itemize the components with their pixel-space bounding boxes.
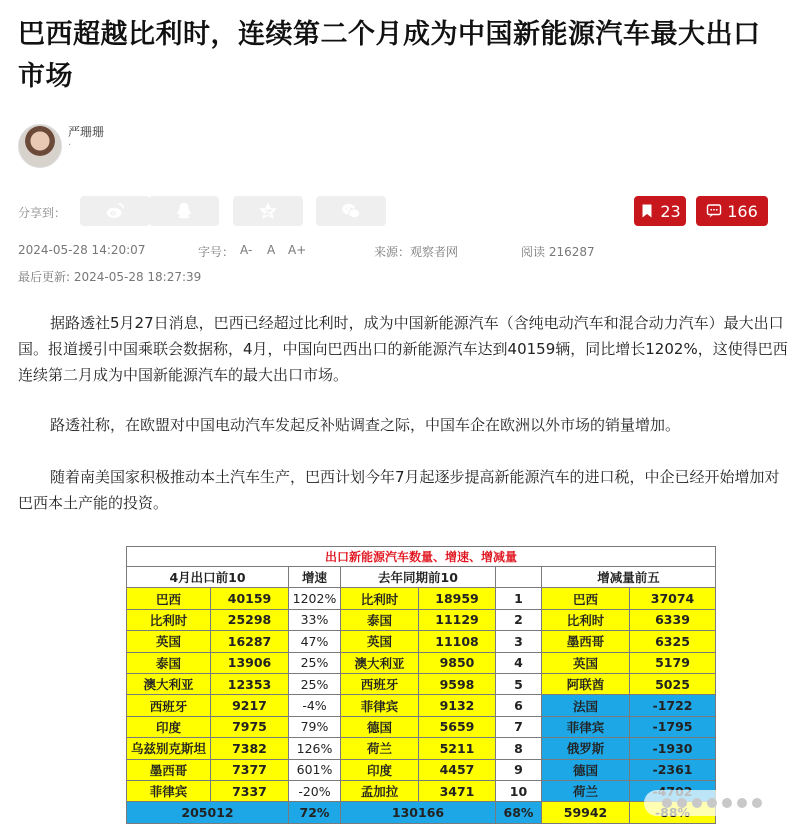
volume-april: 25298 (211, 609, 289, 630)
share-weibo-button[interactable] (80, 196, 150, 226)
header-april-top10: 4月出口前10 (127, 567, 289, 588)
qq-icon (173, 200, 195, 222)
country-last-year: 泰国 (341, 609, 419, 630)
country-last-year: 孟加拉 (341, 780, 419, 801)
share-qzone-button[interactable] (233, 196, 303, 226)
header-growth: 增速 (289, 567, 341, 588)
paragraph-3: 随着南美国家积极推动本土汽车生产，巴西计划今年7月起逐步提高新能源汽车的进口税，中企已经开始增加对巴西本土产能的投资。 (18, 468, 780, 512)
rank-number: 7 (496, 716, 542, 737)
volume-last-year: 9850 (419, 652, 496, 673)
volume-last-year: 5659 (419, 716, 496, 737)
country-change: 英国 (542, 652, 630, 673)
qzone-star-icon (257, 200, 279, 222)
watermark-dot-icon (677, 798, 687, 808)
table-header-row (127, 567, 716, 588)
font-size-label: 字号： (198, 245, 235, 259)
country-change: 巴西 (542, 588, 630, 609)
total-last-year-growth: 68% (496, 802, 542, 823)
publish-time: 2024-05-28 14:20:07 (18, 243, 146, 257)
volume-april: 7975 (211, 716, 289, 737)
country-april: 英国 (127, 631, 211, 652)
volume-april: 7377 (211, 759, 289, 780)
volume-change: 6325 (630, 631, 716, 652)
volume-april: 9217 (211, 695, 289, 716)
author-subtitle: · (68, 140, 72, 151)
volume-april: 7337 (211, 780, 289, 801)
volume-last-year: 9132 (419, 695, 496, 716)
country-last-year: 澳大利亚 (341, 652, 419, 673)
country-change: 墨西哥 (542, 631, 630, 652)
rank-number: 6 (496, 695, 542, 716)
watermark-dot-icon (662, 798, 672, 808)
table-row (127, 609, 716, 630)
font-large-button[interactable]: A+ (288, 243, 307, 257)
growth-rate: 1202% (289, 588, 341, 609)
volume-last-year: 4457 (419, 759, 496, 780)
export-data-image (126, 546, 715, 818)
comment-count: 166 (727, 201, 758, 221)
header-rank (496, 567, 542, 588)
country-april: 西班牙 (127, 695, 211, 716)
table-total-row (127, 802, 716, 823)
table-row (127, 652, 716, 673)
volume-april: 16287 (211, 631, 289, 652)
rank-number: 9 (496, 759, 542, 780)
volume-last-year: 5211 (419, 738, 496, 759)
rank-number: 4 (496, 652, 542, 673)
volume-april: 12353 (211, 673, 289, 694)
font-normal-button[interactable]: A (267, 243, 276, 257)
watermark-dot-icon (692, 798, 702, 808)
growth-rate: 33% (289, 609, 341, 630)
bookmark-count: 23 (660, 201, 681, 221)
author-meta (68, 124, 104, 152)
country-last-year: 印度 (341, 759, 419, 780)
paragraph-2: 路透社称，在欧盟对中国电动汽车发起反补贴调查之际，中国车企在欧洲以外市场的销量增加。 (50, 416, 681, 434)
country-change: 比利时 (542, 609, 630, 630)
article-source: 来源：观察者网 (374, 245, 459, 259)
volume-change: 5179 (630, 652, 716, 673)
rank-number: 3 (496, 631, 542, 652)
country-change: 法国 (542, 695, 630, 716)
table-row (127, 738, 716, 759)
country-change: 菲律宾 (542, 716, 630, 737)
watermark-dot-icon (737, 798, 747, 808)
country-change: 德国 (542, 759, 630, 780)
volume-change: -1795 (630, 716, 716, 737)
country-april: 澳大利亚 (127, 673, 211, 694)
growth-rate: 79% (289, 716, 341, 737)
country-last-year: 德国 (341, 716, 419, 737)
share-qq-button[interactable] (149, 196, 219, 226)
header-last-year-top10: 去年同期前10 (341, 567, 496, 588)
table-row (127, 588, 716, 609)
country-april: 菲律宾 (127, 780, 211, 801)
country-last-year: 英国 (341, 631, 419, 652)
volume-change: -1722 (630, 695, 716, 716)
rank-number: 2 (496, 609, 542, 630)
country-change: 俄罗斯 (542, 738, 630, 759)
image-watermark (644, 790, 780, 816)
total-change: 59942 (542, 802, 630, 823)
country-april: 乌兹别克斯坦 (127, 738, 211, 759)
paragraph-1: 据路透社5月27日消息，巴西已经超过比利时，成为中国新能源汽车（含纯电动汽车和混合动力汽车）最大出口国。报道援引中国乘联会数据称，4月，中国向巴西出口的新能源汽车达到40159辆，同比增长1202%，这使得巴西连续第二月成为中国新能源汽车的最大出口市场。 (18, 314, 788, 384)
table-row (127, 716, 716, 737)
volume-last-year: 11129 (419, 609, 496, 630)
watermark-dot-icon (707, 798, 717, 808)
volume-change: 6339 (630, 609, 716, 630)
watermark-dot-icon (752, 798, 762, 808)
growth-rate: 25% (289, 673, 341, 694)
volume-change: 37074 (630, 588, 716, 609)
country-last-year: 菲律宾 (341, 695, 419, 716)
volume-change: 5025 (630, 673, 716, 694)
total-april-growth: 72% (289, 802, 341, 823)
table-row (127, 759, 716, 780)
share-bar (18, 196, 778, 228)
table-row (127, 695, 716, 716)
rank-number: 5 (496, 673, 542, 694)
table-row (127, 631, 716, 652)
growth-rate: 126% (289, 738, 341, 759)
country-april: 泰国 (127, 652, 211, 673)
volume-change: -2361 (630, 759, 716, 780)
country-change: 阿联酋 (542, 673, 630, 694)
table-row (127, 673, 716, 694)
watermark-dot-icon (722, 798, 732, 808)
country-last-year: 荷兰 (341, 738, 419, 759)
growth-rate: -4% (289, 695, 341, 716)
volume-april: 7382 (211, 738, 289, 759)
wechat-icon (340, 200, 362, 222)
rank-number: 10 (496, 780, 542, 801)
table-row (127, 780, 716, 801)
comment-button[interactable] (696, 196, 768, 226)
author-avatar[interactable] (18, 124, 62, 168)
country-change: 荷兰 (542, 780, 630, 801)
country-april: 比利时 (127, 609, 211, 630)
bookmark-button[interactable] (634, 196, 686, 226)
bookmark-icon (639, 203, 655, 219)
volume-last-year: 3471 (419, 780, 496, 801)
volume-last-year: 18959 (419, 588, 496, 609)
weibo-icon (104, 200, 126, 222)
article-title: 巴西超越比利时，连续第二个月成为中国新能源汽车最大出口市场 (18, 19, 761, 92)
growth-rate: 601% (289, 759, 341, 780)
header-change-top5: 增减量前五 (542, 567, 716, 588)
country-april: 巴西 (127, 588, 211, 609)
country-last-year: 西班牙 (341, 673, 419, 694)
volume-last-year: 9598 (419, 673, 496, 694)
growth-rate: 25% (289, 652, 341, 673)
share-label: 分享到： (18, 206, 67, 220)
volume-april: 40159 (211, 588, 289, 609)
font-small-button[interactable]: A- (240, 243, 253, 257)
author-name[interactable]: 严珊珊 (68, 125, 105, 139)
table-body (127, 588, 716, 802)
volume-last-year: 11108 (419, 631, 496, 652)
export-table (126, 546, 716, 824)
read-count: 阅读 216287 (521, 245, 595, 259)
total-april: 205012 (127, 802, 289, 823)
last-updated: 最后更新: 2024-05-28 18:27:39 (18, 270, 202, 284)
volume-april: 13906 (211, 652, 289, 673)
country-april: 墨西哥 (127, 759, 211, 780)
country-last-year: 比利时 (341, 588, 419, 609)
rank-number: 1 (496, 588, 542, 609)
rank-number: 8 (496, 738, 542, 759)
growth-rate: -20% (289, 780, 341, 801)
volume-change: -1930 (630, 738, 716, 759)
author-block (18, 124, 104, 168)
country-april: 印度 (127, 716, 211, 737)
share-wechat-button[interactable] (316, 196, 386, 226)
table-caption: 出口新能源汽车数量、增速、增减量 (127, 547, 716, 567)
growth-rate: 47% (289, 631, 341, 652)
comment-icon (706, 203, 722, 219)
total-last-year: 130166 (341, 802, 496, 823)
